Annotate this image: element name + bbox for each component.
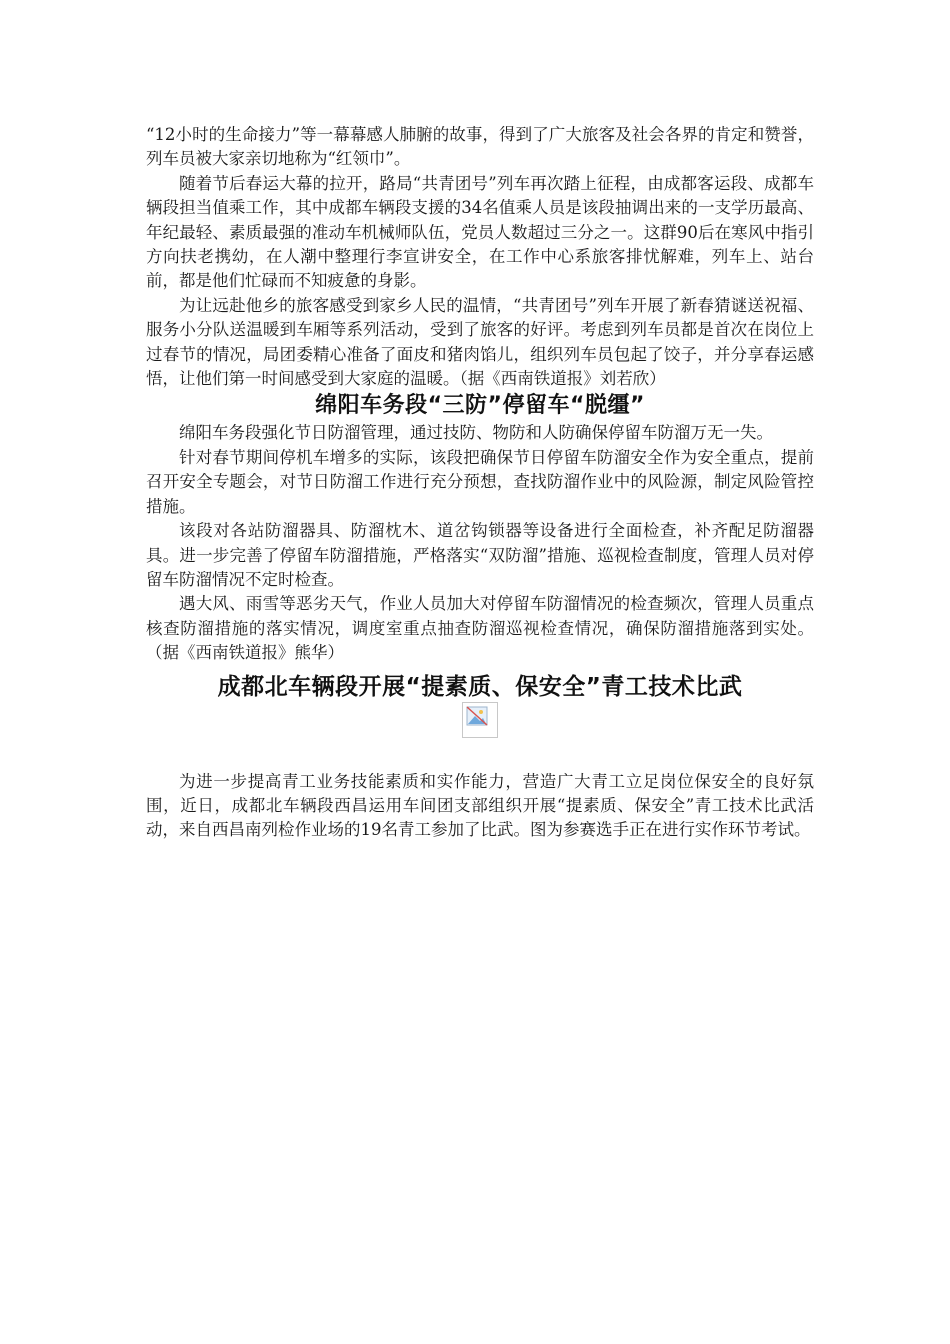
article3-paragraph-1: 为进一步提高青工业务技能素质和实作能力，营造广大青工立足岗位保安全的良好氛围，近日，成都北车辆段西昌运用车间团支部组织开展“提素质、保安全”青工技术比武活动，来自西昌南列检作业场的19名青工参加了比武。图为参赛选手正在进行实作环节考试。: [146, 771, 814, 840]
article2-title: 绵阳车务段“三防”停留车“脱缰”: [315, 393, 645, 419]
article1-paragraph-1: “12小时的生命接力”等一幕幕感人肺腑的故事，得到了广大旅客及社会各界的肯定和赞誉，列车员被大家亲切地称为“红领巾”。: [146, 125, 814, 169]
broken-image-icon: [462, 702, 498, 738]
broken-image-glyph: [465, 705, 495, 735]
article2-paragraph-2: 针对春节期间停机车增多的实际，该段把确保节日停留车防溜安全作为安全重点，提前召开安全专题会，对节日防溜工作进行充分预想，查找防溜作业中的风险源，制定风险管控措施。: [146, 447, 814, 516]
article1-paragraph-2: 随着节后春运大幕的拉开，路局“共青团号”列车再次踏上征程，由成都客运段、成都车辆段担当值乘工作，其中成都车辆段支援的34名值乘人员是该段抽调出来的一支学历最高、年纪最轻、素质最强的准动车机械师队伍，党员人数超过三分之一。这群90后在寒风中指引方向扶老携幼，在人潮中整理行李宣讲安全，在工作中心系旅客排忧解难，列车上、站台前，都是他们忙碌而不知疲惫的身影。: [146, 173, 814, 291]
article2-paragraph-3: 该段对各站防溜器具、防溜枕木、道岔钩锁器等设备进行全面检查，补齐配足防溜器具。进一步完善了停留车防溜措施，严格落实“双防溜”措施、巡视检查制度，管理人员对停留车防溜情况不定时检查。: [146, 521, 814, 589]
document-page: [146, 123, 814, 843]
article-mianyang-anti-slip: [146, 391, 814, 665]
article3-figure: [146, 702, 814, 738]
article-chengdu-north-skills-contest: [146, 672, 814, 843]
article2-paragraph-1: 绵阳车务段强化节日防溜管理，通过技防、物防和人防确保停留车防溜万无一失。: [179, 423, 773, 443]
article-youth-league-train: [146, 123, 814, 391]
article2-paragraph-4: 遇大风、雨雪等恶劣天气，作业人员加大对停留车防溜情况的检查频次，管理人员重点核查防溜措施的落实情况，调度室重点抽查防溜巡视检查情况，确保防溜措施落到实处。（据《西南铁道报》熊华）: [146, 594, 814, 663]
article3-title: 成都北车辆段开展“提素质、保安全”青工技术比武: [217, 673, 743, 700]
article1-paragraph-3: 为让远赴他乡的旅客感受到家乡人民的温情，“共青团号”列车开展了新春猜谜送祝福、服务小分队送温暖到车厢等系列活动，受到了旅客的好评。考虑到列车员都是首次在岗位上过春节的情况，局团委精心准备了面皮和猪肉馅儿，组织列车员包起了饺子，并分享春运感悟，让他们第一时间感受到大家庭的温暖。（据《西南铁道报》刘若欣）: [146, 295, 814, 389]
